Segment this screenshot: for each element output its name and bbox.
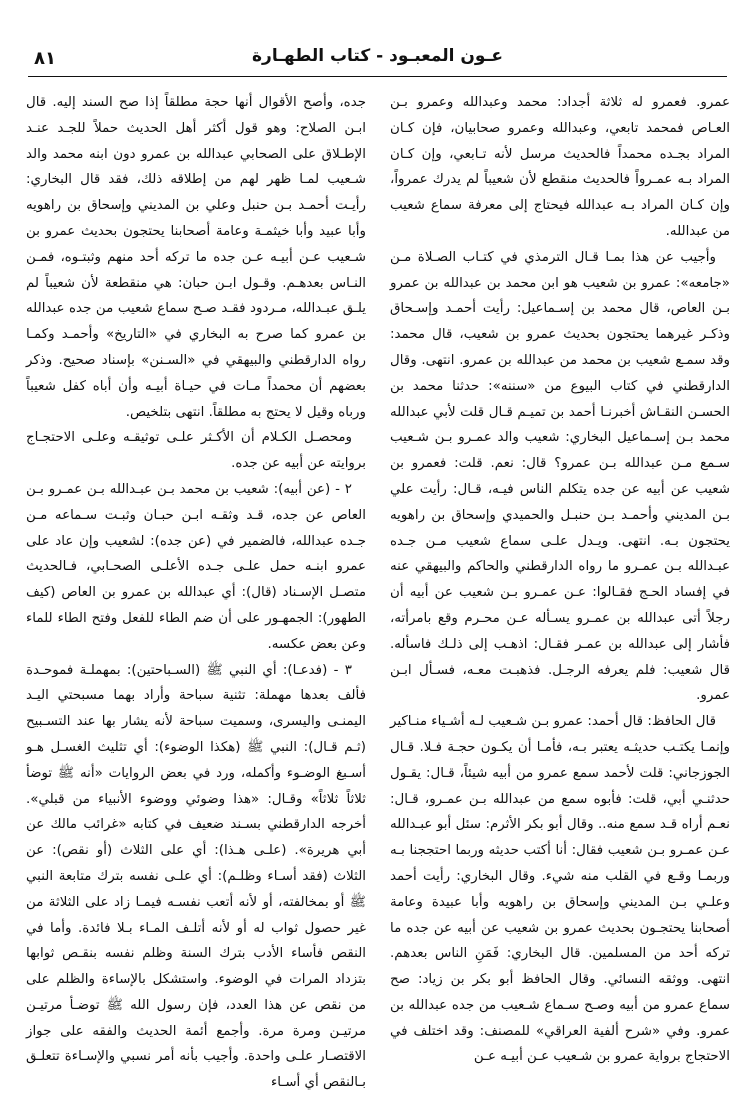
page-number: ٨١ xyxy=(34,48,56,69)
right-column xyxy=(390,90,730,1080)
paragraph: ومحصـل الكـلام أن الأكـثر علـى توثيقـه وعلـى الاحتجـاج بروايته عن أبيه عن جده. xyxy=(26,430,366,472)
left-column xyxy=(26,90,366,1091)
paragraph: ٢ - (عن أبيه): شعيب بن محمد بـن عبـدالله بـن عمـرو بـن العاص عن جده، قـد وثقـه ابـن حبـان وثبـت سـماعه مـن جـده عبدالله، فالضمير في (عن جده): لشعيب وإن عاد على عمرو ابنـه حمل علـى جـده الأعلـى الصحـابي، فـالحديث متصـل الإسـناد (قال): أي عبدالله بن عمرو بن العاص (كيف الطهور): الجمهـور على أن ضم الطاء للفعل وفتح الطاء للماء وعن بعض عكسه. xyxy=(26,481,366,652)
paragraph: وأجيب عن هذا بمـا قـال الترمذي في كتـاب الصـلاة مـن «جامعه»: عمرو بن شعيب هو ابن محمد بن عبدالله بن عمرو بـن العاص، قال محمد بن إسـماعيل: رأيت أحمـد وإسـحاق وذكـر غيرهما يحتجون بحديث عمرو بن شعيب، قال محمد: وقد سمـع شعيب بن محمد من عبدالله بن عمرو. انتهى. وقال الدارقطني في كتاب البيوع من «سننه»: حدثنا محمد بن الحسـن النقـاش أخبرنـا أحمد بن تميـم قـال قلت لأبي عبدالله محمد بـن إسـماعيل البخاري: شعيب والد عمـرو بـن شـعيب سـمع مـن عبدالله بـن عمرو؟ قال: نعم. قلت: فعمرو بن شعيب عن أبيه عن جده يتكلم الناس فيـه، قـال: رأيت علي بـن المديني وأحمـد بـن حنبـل والحميدي وإسحاق بن راهويه يحتجون بـه. انتهى. ويـدل علـى سماع شعيب مـن جـده عبـدالله بـن عمـرو ما رواه الدارقطني والحاكم والبيهقي عنه في إفساد الحـج فقـالوا: عـن عمـرو بـن شعيب عن أبيه أن رجلاً أتى عبدالله بن عمـرو يسـأله عـن محـرم وقع بامرأته، فأشار إلى عبدالله بن عمـر فقـال: اذهـب إلى ذلـك فاسأله. قال شعيب: فلم يعرفه الرجـل. فذهبـت معـه، فسـأل ابـن عمرو. xyxy=(390,249,730,704)
paragraph: عمرو. فعمرو له ثلاثة أجداد: محمد وعبدالله وعمرو بـن العـاص فمحمد تابعي، وعبدالله وعمرو صحابيان، فإن كـان المراد بجـده محمداً فالحديث مرسل لأنه تـابعي، وإن كـان المراد بـه عمـرواً فالحديث منقطع لأن شعيباً لم يدرك عمرواً، وإن كـان المراد بـه عبدالله فيحتاج إلى معرفة سماع شعيب من عبدالله. xyxy=(390,95,730,239)
paragraph: جده، وأصح الأقوال أنها حجة مطلقاً إذا صح السند إليه. قال ابـن الصلاح: وهو قول أكثر أهل الحديث حملاً للجـد عنـد الإطـلاق على الصحابي عبدالله بن عمرو دون ابنه محمد والد شـعيب لمـا ظهر لهم من إطلاقه ذلك، فقد قال البخاري: رأيـت أحمـد بـن حنبل وعلي بن المديني وإسحاق بن راهويه وأبا عبيد وأبا خيثمـة وعامة أصحابنا يحتجون بحديث عمرو بن شـعيب عـن أبيـه عـن جده ما تركه أحد منهم وثبتـوه، فمـن النـاس بعدهـم. وقـول ابـن حبان: هي منقطعة لأن شعيباً لم يلـق عبـدالله، مـردود فقـد صـح سماع شعيب من جده عبدالله بن عمرو كما صرح به البخاري في «التاريخ» وأحمـد وكمـا رواه الدارقطني والبيهقي في «السـنن» بإسناد صحيح. وذكر بعضهم أن محمداً مـات في حيـاة أبيـه وأن أباه كفل شعيباً ورباه وقيل لا يحتج به مطلقاً. انتهى بتلخيص. xyxy=(26,95,366,420)
paragraph: قال الحافظ: قال أحمد: عمرو بـن شـعيب لـه أشـياء منـاكير وإنمـا يكتـب حديثـه يعتبر بـه، فأمـا أن يكـون حجـة فـلا. قـال الجوزجاني: قلت لأحمد سمع عمرو من أبيه شيئاً، قـال: يقـول حدثنـي أبي، قلت: فأبوه سمع من عبدالله بـن عمـرو، قـال: نعـم أراه قـد سمع منه.. وقال أبو بكر الأثرم: سئل أبو عبـدالله عـن عمـرو بـن شعيب فقال: أنا أكتب حديثه وربما احتججنا بـه وربمـا وقـع في القلب منه شيء. وقال البخاري: رأيت أحمد وعلـي بـن المديني وإسحاق بن راهويه وأبا عبيدة وعامة أصحابنا يحتجـون بحديث عمرو بن شعيب عن أبيه عن جده ما تركه أحد من المسلمين. قال البخاري: فَمَنِ الناس بعدهم. انتهى. ووثقه النسائي. وقال الحافظ أبو بكر بن زياد: صح سماع عمرو من أبيه وصـح سـماع شـعيب من جده عبدالله بن عمرو. وفي «شرح ألفية العراقي» للمصنف: وقد اختلف في الاحتجاج برواية عمرو بن شـعيب عـن أبيـه عـن xyxy=(390,714,730,1065)
page-header xyxy=(28,42,727,77)
paragraph: ٣ - (فدعـا): أي النبي ﷺ (السـباحتين): بمهملـة فموحـدة فألف بعدها مهملة: تثنية سباحة وأراد بهما مسبحتي اليـد اليمنـى واليسرى، وسميت سباحة لأنه يشار بها عند التسـبيح (ثـم قـال): النبي ﷺ (هكذا الوضوء): أي تثليث الغسـل هـو أسـبغ الوضـوء وأكمله، ورد في بعض الروايات «أنه ﷺ توضأ ثلاثاً ثلاثاً» وقـال: «هذا وضوئي ووضوء الأنبياء من قبلي». أخرجه الدارقطني بسـند ضعيف في كتابه «غرائب مالك عن أبي هريرة». (علـى هـذا): أي على الثلاث (أو نقص): عن الثلاث (فقد أسـاء وظلـم): أي علـى نفسه بترك متابعة النبي ﷺ أو بمخالفته، أو لأنه أتعب نفسـه فيمـا زاد على الثلاثة من غير حصول ثواب له أو لأنه أتلـف المـاء بـلا فائدة. وأما في النقص فأساء الأدب بترك السنة وظلم نفسه بنقـص ثوابها بتزداد المرات في الوضوء. واستشكل بالإساءة والظلم على من نقص عن هذا العدد، فإن رسول الله ﷺ توضـأ مرتيـن مرتيـن ومرة مرة. وأجمع أئمة الحديث والفقه على جواز الاقتصـار علـى واحدة. وأجيب بأنه أمر نسبي والإسـاءة تتعلـق بـالنقص أي أسـاء xyxy=(26,662,366,1091)
running-title: عـون المعبـود - كتاب الطهـارة xyxy=(252,46,503,66)
